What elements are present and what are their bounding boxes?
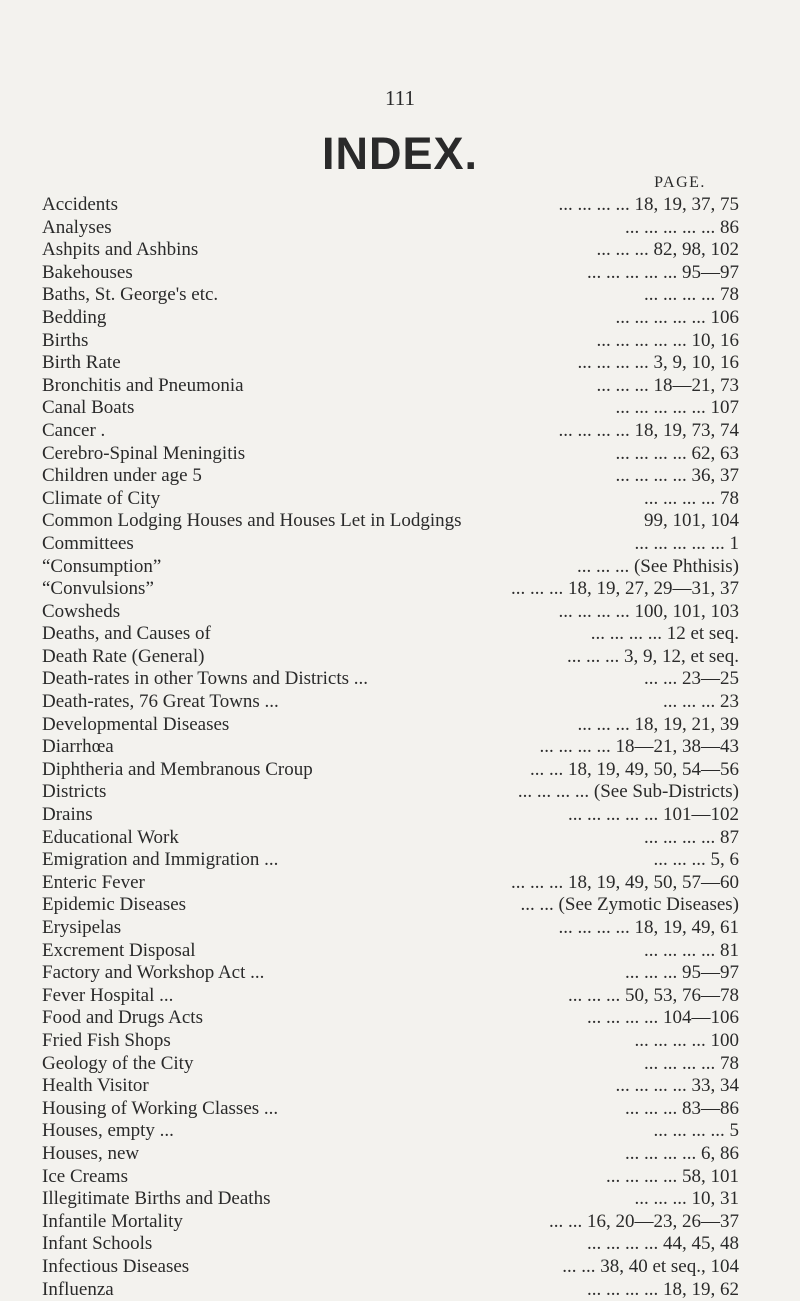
- index-entry-pages: ... ... ... ... ... 106: [616, 307, 740, 330]
- index-entry-pages: ... ... ... ... 6, 86: [625, 1143, 739, 1166]
- index-entry-label: Cowsheds: [42, 601, 120, 624]
- index-entry-pages: ... ... 23—25: [644, 668, 739, 691]
- index-entry: [0, 1256, 800, 1279]
- index-entry-pages: ... ... ... ... 78: [644, 1053, 739, 1076]
- index-entry-label: Cancer .: [42, 420, 105, 443]
- index-entry: [0, 872, 800, 895]
- index-entry-label: Health Visitor: [42, 1075, 149, 1098]
- index-entry-label: Bedding: [42, 307, 106, 330]
- index-entry-pages: ... ... ... ... (See Sub-Districts): [518, 781, 739, 804]
- index-entry-label: Geology of the City: [42, 1053, 193, 1076]
- index-entry-pages: ... ... ... ... 18, 19, 49, 61: [559, 917, 740, 940]
- index-entry: [0, 1166, 800, 1189]
- index-entry-label: Committees: [42, 533, 134, 556]
- index-entry-pages: ... ... ... ... ... 1: [635, 533, 740, 556]
- index-entry-label: Death Rate (General): [42, 646, 204, 669]
- index-entry-label: Factory and Workshop Act ...: [42, 962, 264, 985]
- index-entry-pages: ... ... ... 23: [663, 691, 739, 714]
- index-entry: [0, 940, 800, 963]
- index-entry-pages: ... ... 16, 20—23, 26—37: [549, 1211, 739, 1234]
- index-entry-label: Common Lodging Houses and Houses Let in Lodgings: [42, 510, 462, 533]
- index-entry: [0, 804, 800, 827]
- index-entry-pages: ... ... ... 82, 98, 102: [597, 239, 740, 262]
- index-entry: [0, 1211, 800, 1234]
- index-entry-label: Drains: [42, 804, 93, 827]
- index-entry-pages: ... ... ... ... ... 86: [625, 217, 739, 240]
- index-entry-pages: ... ... ... 18, 19, 21, 39: [578, 714, 740, 737]
- index-entry-label: Infantile Mortality: [42, 1211, 183, 1234]
- index-entry: [0, 465, 800, 488]
- index-entry-pages: ... ... ... 95—97: [625, 962, 739, 985]
- index-entry: [0, 556, 800, 579]
- index-entry: [0, 397, 800, 420]
- index-entry: [0, 1143, 800, 1166]
- index-entry-pages: ... ... ... ... 78: [644, 488, 739, 511]
- page-title: INDEX.: [0, 128, 800, 180]
- index-entry-label: Fever Hospital ...: [42, 985, 173, 1008]
- index-entry-pages: ... ... ... ... 18, 19, 62: [587, 1279, 739, 1301]
- index-entry: [0, 849, 800, 872]
- index-entry: [0, 985, 800, 1008]
- index-entry-label: Districts: [42, 781, 106, 804]
- index-entry: [0, 1030, 800, 1053]
- index-entry: [0, 284, 800, 307]
- index-entry-label: Enteric Fever: [42, 872, 145, 895]
- index-entry: [0, 668, 800, 691]
- index-entry: [0, 217, 800, 240]
- index-entry: [0, 262, 800, 285]
- index-entry: [0, 375, 800, 398]
- index-entry: [0, 1098, 800, 1121]
- index-entry-pages: ... ... ... ... ... 107: [616, 397, 740, 420]
- index-entry-label: Bronchitis and Pneumonia: [42, 375, 244, 398]
- index-entry-label: Developmental Diseases: [42, 714, 229, 737]
- index-entry: [0, 488, 800, 511]
- index-entry-pages: ... ... 38, 40 et seq., 104: [562, 1256, 739, 1279]
- index-entry-pages: ... ... ... ... 44, 45, 48: [587, 1233, 739, 1256]
- index-entry: [0, 623, 800, 646]
- index-entry: [0, 1279, 800, 1301]
- index-entry: [0, 781, 800, 804]
- index-entry: [0, 894, 800, 917]
- index-entry-label: Influenza: [42, 1279, 114, 1301]
- index-entry-label: Baths, St. George's etc.: [42, 284, 218, 307]
- index-entry-label: Canal Boats: [42, 397, 134, 420]
- index-entry-label: Bakehouses: [42, 262, 133, 285]
- index-entry-pages: ... ... ... 3, 9, 12, et seq.: [567, 646, 739, 669]
- index-entry-pages: ... ... ... ... ... 95—97: [587, 262, 739, 285]
- index-entry: [0, 601, 800, 624]
- index-entry: [0, 1120, 800, 1143]
- index-entry: [0, 352, 800, 375]
- index-entry-pages: ... ... ... ... 81: [644, 940, 739, 963]
- index-entry: [0, 714, 800, 737]
- index-entry-label: Climate of City: [42, 488, 160, 511]
- index-entry-label: Diarrhœa: [42, 736, 114, 759]
- index-entry: [0, 194, 800, 217]
- index-entry-pages: ... ... ... ... 62, 63: [616, 443, 740, 466]
- index-entry-label: Houses, new: [42, 1143, 139, 1166]
- index-entry: [0, 827, 800, 850]
- index-entry-pages: ... ... ... 18, 19, 49, 50, 57—60: [511, 872, 739, 895]
- index-entry-label: Houses, empty ...: [42, 1120, 174, 1143]
- index-entry-pages: ... ... ... ... 104—106: [587, 1007, 739, 1030]
- index-entry: [0, 691, 800, 714]
- index-entry: [0, 759, 800, 782]
- index-entry-pages: ... ... ... ... 18, 19, 37, 75: [559, 194, 740, 217]
- index-entry: [0, 1233, 800, 1256]
- index-entry: [0, 646, 800, 669]
- index-entry-pages: ... ... ... ... 100: [635, 1030, 740, 1053]
- index-entry-label: Emigration and Immigration ...: [42, 849, 278, 872]
- index-entry-pages: ... ... ... ... 36, 37: [616, 465, 740, 488]
- index-entry: [0, 239, 800, 262]
- index-entry: [0, 1053, 800, 1076]
- index-entry: [0, 510, 800, 533]
- index-entry: [0, 330, 800, 353]
- index-entry-label: Ice Creams: [42, 1166, 128, 1189]
- index-entry-label: Erysipelas: [42, 917, 121, 940]
- index-entry-label: Death-rates, 76 Great Towns ...: [42, 691, 279, 714]
- index-entry-label: Housing of Working Classes ...: [42, 1098, 278, 1121]
- index-entry-pages: ... ... ... ... ... 10, 16: [597, 330, 740, 353]
- index-entry: [0, 736, 800, 759]
- index-entry: [0, 420, 800, 443]
- index-entry-pages: ... ... ... ... 12 et seq.: [591, 623, 739, 646]
- index-entry: [0, 443, 800, 466]
- index-entry-pages: ... ... ... ... 18—21, 38—43: [540, 736, 740, 759]
- index-entry-pages: ... ... (See Zymotic Diseases): [521, 894, 739, 917]
- index-entry-pages: ... ... ... 18, 19, 27, 29—31, 37: [511, 578, 739, 601]
- index-entry-pages: ... ... ... ... 18, 19, 73, 74: [559, 420, 740, 443]
- index-entry-pages: ... ... ... ... 58, 101: [606, 1166, 739, 1189]
- index-entry: [0, 962, 800, 985]
- index-list: [0, 194, 800, 1301]
- index-entry-label: Analyses: [42, 217, 112, 240]
- index-entry-pages: ... ... ... 18—21, 73: [597, 375, 740, 398]
- index-entry-pages: ... ... ... ... 100, 101, 103: [559, 601, 740, 624]
- index-entry-label: Illegitimate Births and Deaths: [42, 1188, 270, 1211]
- index-entry-label: Accidents: [42, 194, 118, 217]
- index-entry-label: Death-rates in other Towns and Districts ...: [42, 668, 368, 691]
- index-entry-pages: ... ... ... ... 3, 9, 10, 16: [578, 352, 740, 375]
- index-entry-label: Birth Rate: [42, 352, 121, 375]
- index-entry-label: Diphtheria and Membranous Croup: [42, 759, 313, 782]
- index-entry-pages: ... ... ... ... 78: [644, 284, 739, 307]
- index-entry-label: Fried Fish Shops: [42, 1030, 171, 1053]
- index-entry-pages: ... ... ... 83—86: [625, 1098, 739, 1121]
- index-entry-pages: ... ... ... ... 87: [644, 827, 739, 850]
- page-number: 111: [0, 86, 800, 111]
- index-entry-label: Infant Schools: [42, 1233, 152, 1256]
- index-entry-pages: 99, 101, 104: [644, 510, 739, 533]
- index-entry: [0, 307, 800, 330]
- index-entry-label: Food and Drugs Acts: [42, 1007, 203, 1030]
- index-entry-pages: ... ... 18, 19, 49, 50, 54—56: [530, 759, 739, 782]
- index-entry-label: “Consumption”: [42, 556, 161, 579]
- index-entry-label: Deaths, and Causes of: [42, 623, 211, 646]
- index-entry-label: Educational Work: [42, 827, 179, 850]
- index-entry-label: Cerebro-Spinal Meningitis: [42, 443, 245, 466]
- index-entry: [0, 1007, 800, 1030]
- index-entry-label: Excrement Disposal: [42, 940, 196, 963]
- index-entry-pages: ... ... ... (See Phthisis): [577, 556, 739, 579]
- index-entry-pages: ... ... ... ... 5: [654, 1120, 740, 1143]
- index-entry-label: Infectious Diseases: [42, 1256, 189, 1279]
- index-entry: [0, 533, 800, 556]
- index-entry: [0, 1075, 800, 1098]
- index-entry-label: Births: [42, 330, 88, 353]
- index-entry-label: Children under age 5: [42, 465, 202, 488]
- index-entry-pages: ... ... ... 5, 6: [654, 849, 740, 872]
- index-entry-label: Ashpits and Ashbins: [42, 239, 198, 262]
- index-entry: [0, 1188, 800, 1211]
- index-entry-pages: ... ... ... 50, 53, 76—78: [568, 985, 739, 1008]
- index-entry-pages: ... ... ... ... 33, 34: [616, 1075, 740, 1098]
- page-column-header: PAGE.: [620, 174, 740, 192]
- index-entry: [0, 578, 800, 601]
- index-entry-label: “Convulsions”: [42, 578, 154, 601]
- index-entry-pages: ... ... ... 10, 31: [635, 1188, 740, 1211]
- index-entry-pages: ... ... ... ... ... 101—102: [568, 804, 739, 827]
- index-entry-label: Epidemic Diseases: [42, 894, 186, 917]
- index-entry: [0, 917, 800, 940]
